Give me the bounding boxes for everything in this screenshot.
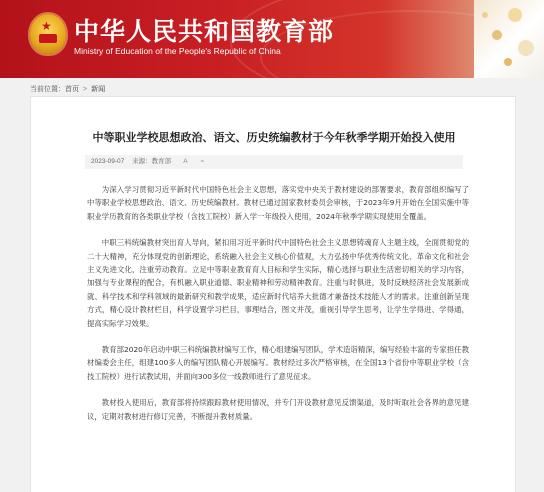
breadcrumb bbox=[30, 84, 105, 94]
article-paragraph: 教材投入使用后，教育部将持续跟踪教材使用情况，并专门开设教材意见反馈渠道，及时听取社会各界的意见建议，定期对教材进行修订完善，不断提升教材质量。 bbox=[87, 398, 469, 421]
article-date: 2023-09-07 bbox=[91, 158, 125, 165]
article-source: 来源：教育部 bbox=[132, 158, 172, 165]
article-body bbox=[87, 183, 469, 436]
article-title: 中等职业学校思想政治、语文、历史统编教材于今年秋季学期开始投入使用 bbox=[92, 132, 456, 144]
site-title[interactable]: 中华人民共和国教育部 bbox=[74, 17, 335, 46]
flower-decoration bbox=[474, 0, 544, 78]
breadcrumb-label: 当前位置： bbox=[30, 86, 65, 93]
site-header bbox=[0, 0, 544, 78]
article-paragraph: 教育部2020年启动中职三科统编教材编写工作，精心组建编写团队，学术造诣精深，编写经验丰富的专家担任教材编委会主任，组建100多人的编写团队精心开展编写。教材经过多次严格审核，在全国13个省份中等职业学校（含技工院校）进行试教试用，并面向300多位一线教师进行了意见征求。 bbox=[87, 345, 469, 381]
breadcrumb-separator: > bbox=[83, 86, 88, 93]
site-subtitle: Ministry of Education of the People's Republic of China bbox=[74, 46, 281, 56]
font-size-icon[interactable]: A bbox=[183, 158, 188, 165]
star-icon: ★ bbox=[41, 19, 52, 33]
gate-icon bbox=[39, 34, 57, 43]
article-meta bbox=[85, 155, 463, 169]
breadcrumb-home-link[interactable]: 首页 bbox=[65, 86, 79, 93]
national-emblem-icon[interactable] bbox=[30, 14, 66, 54]
article-card bbox=[30, 96, 516, 492]
article-paragraph: 为深入学习贯彻习近平新时代中国特色社会主义思想，落实党中央关于教材建设的部署要求，教育部组织编写了中等职业学校思想政治、语文、历史统编教材。教材已通过国家教材委员会审核，于2023年9月开始在全国实施中等职业学历教育的各类职业学校（含技工院校）新入学一年级投入使用，2024年秋季学期实现使用全覆盖。 bbox=[87, 185, 469, 221]
share-icon[interactable]: ⌁ bbox=[200, 158, 205, 165]
breadcrumb-news-link[interactable]: 新闻 bbox=[91, 86, 106, 93]
article-paragraph: 中职三科统编教材突出育人导向，紧扣用习近平新时代中国特色社会主义思想铸魂育人主题主线，全面贯彻党的二十大精神，充分体现党的创新理论，系统融入社会主义核心价值观，大力弘扬中华优秀传统文化、革命文化和社会主义先进文化，注重劳动教育。立足中等职业教育育人目标和学生实际，精心选择与职业生活密切相关的学习内容，加强与专业课程的配合，有机融入职业道德、职业精神和劳动精神教育。注重与时俱进，及时反映经济社会发展新成就、科学技术和学科领域的最新研究和教学成果，适应新时代培养大批德才兼备技术技能人才的需求。注重创新呈现方式，精心设计教材栏目，科学设置学习栏目，事理结合，图文并茂，重视引导学生思考，让学生学得进、学得通，提高实际学习效果。 bbox=[87, 238, 469, 328]
